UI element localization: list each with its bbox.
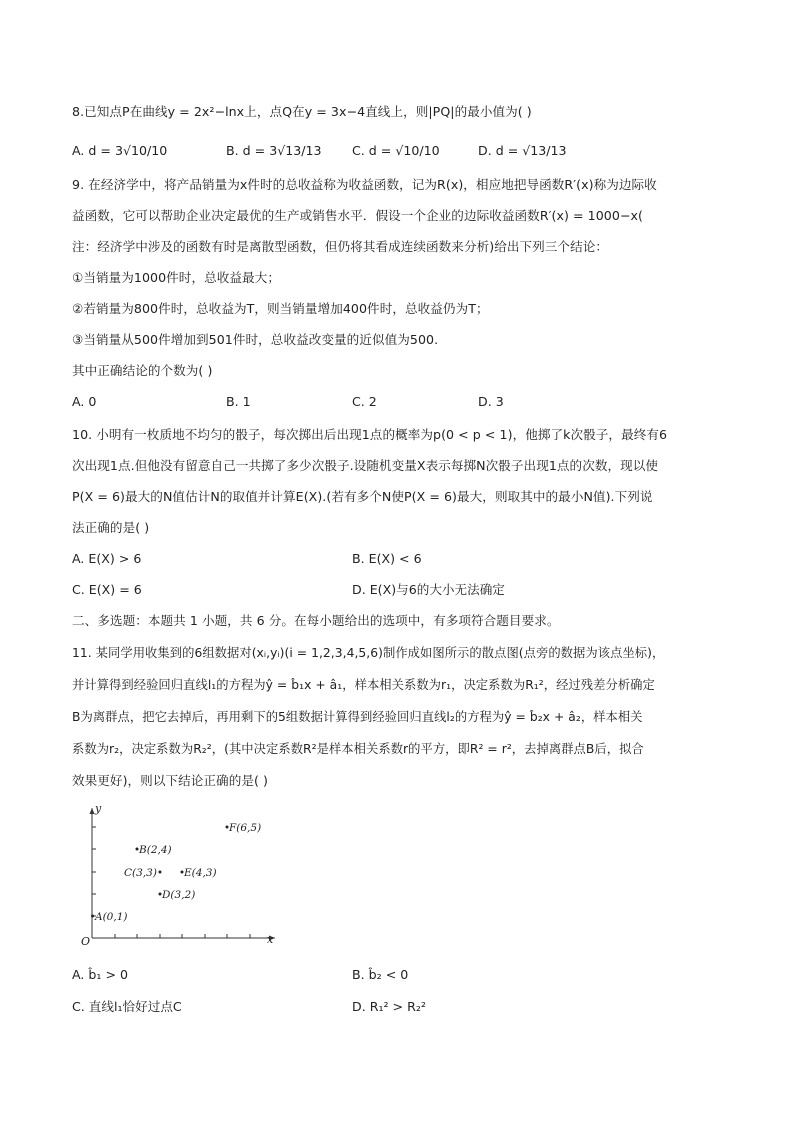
- q9-line-3: 注：经济学中涉及的函数有时是离散型函数，但仍将其看成连续函数来分析)给出下列三个结论：: [72, 239, 609, 254]
- q10-line-1: 10. 小明有一枚质地不均匀的骰子，每次掷出后出现1点的概率为p(0 < p < 1)，他掷了k次骰子，最终有6: [72, 427, 668, 442]
- q11-line-4: 系数为r₂，决定系数为R₂²，(其中决定系数R²是样本相关系数r的平方，即R² = r²，去掉离群点B后，拟合: [72, 742, 644, 756]
- q8-option-c: C. d = √10/10: [352, 143, 440, 158]
- point-c-label: C(3,3): [124, 867, 157, 879]
- point-d-label: D(3,2): [162, 889, 196, 901]
- point-c: [159, 871, 162, 874]
- point-a-label: A(0,1): [95, 911, 128, 923]
- q8-option-b: B. d = 3√13/13: [226, 143, 322, 158]
- y-axis-label: y: [95, 802, 102, 815]
- q9-option-b: B. 1: [226, 394, 251, 409]
- point-e-label: E(4,3): [184, 867, 217, 879]
- q9-line-4: ①当销量为1000件时，总收益最大；: [72, 270, 280, 285]
- q10-option-a: A. E(X) > 6: [72, 551, 142, 566]
- q9-option-c: C. 2: [352, 394, 377, 409]
- point-f-label: F(6,5): [229, 822, 262, 834]
- q8-option-d: D. d = √13/13: [478, 143, 567, 158]
- q11-option-d: D. R₁² > R₂²: [352, 999, 426, 1014]
- x-axis-label: x: [267, 933, 274, 946]
- q9-line-5: ②若销量为800件时，总收益为T，则当销量增加400件时，总收益仍为T；: [72, 301, 489, 316]
- q11-option-b: B. b̂₂ < 0: [352, 967, 409, 982]
- scatter-plot: [70, 800, 300, 950]
- origin-label: O: [81, 935, 91, 948]
- q11-line-1: 11. 某同学用收集到的6组数据对(xᵢ,yᵢ)(i = 1,2,3,4,5,6)制作成如图所示的散点图(点旁的数据为该点坐标)，: [72, 646, 665, 660]
- point-b-label: B(2,4): [139, 844, 172, 856]
- section-2-heading: 二、多选题：本题共 1 小题，共 6 分。在每小题给出的选项中，有多项符合题目要求。: [72, 613, 560, 628]
- q11-line-3: B为离群点，把它去掉后，再用剩下的5组数据计算得到经验回归直线l₂的方程为ŷ = b̂₂x + â₂，样本相关: [72, 710, 643, 724]
- q9-option-a: A. 0: [72, 394, 97, 409]
- q10-option-b: B. E(X) < 6: [352, 551, 422, 566]
- q10-line-3: P(X = 6)最大的N值估计N的取值并计算E(X).(若有多个N使P(X = 6)最大，则取其中的最小N值).下列说: [72, 489, 653, 504]
- q10-option-c: C. E(X) = 6: [72, 582, 142, 597]
- y-axis-arrow: [90, 808, 95, 814]
- point-a: [91, 915, 94, 918]
- q9-line-7: 其中正确结论的个数为( ): [72, 363, 213, 378]
- q9-option-d: D. 3: [478, 394, 504, 409]
- q10-option-d: D. E(X)与6的大小无法确定: [352, 582, 505, 597]
- q11-line-2: 并计算得到经验回归直线l₁的方程为ŷ = b̂₁x + â₁，样本相关系数为r₁，决定系数为R₁²，经过残差分析确定: [72, 678, 655, 692]
- q11-option-c: C. 直线l₁恰好过点C: [72, 999, 182, 1014]
- q10-line-2: 次出现1点.但他没有留意自己一共掷了多少次骰子.设随机变量X表示每掷N次骰子出现1点的次数，现以使: [72, 458, 659, 473]
- q9-line-1: 9. 在经济学中，将产品销量为x件时的总收益称为收益函数，记为R(x)，相应地把导函数R′(x)称为边际收: [72, 177, 657, 192]
- q8-stem: 8.已知点P在曲线y = 2x²−lnx上，点Q在y = 3x−4直线上，则|PQ|的最小值为( ): [72, 104, 532, 119]
- q10-line-4: 法正确的是( ): [72, 520, 150, 535]
- q9-line-6: ③当销量从500件增加到501件时，总收益改变量的近似值为500.: [72, 332, 439, 347]
- q11-option-a: A. b̂₁ > 0: [72, 967, 129, 982]
- q11-line-5: 效果更好)，则以下结论正确的是( ): [72, 773, 268, 788]
- q9-line-2: 益函数，它可以帮助企业决定最优的生产或销售水平．假设一个企业的边际收益函数R′(x) = 1000−x(: [72, 208, 643, 223]
- q8-option-a: A. d = 3√10/10: [72, 143, 168, 158]
